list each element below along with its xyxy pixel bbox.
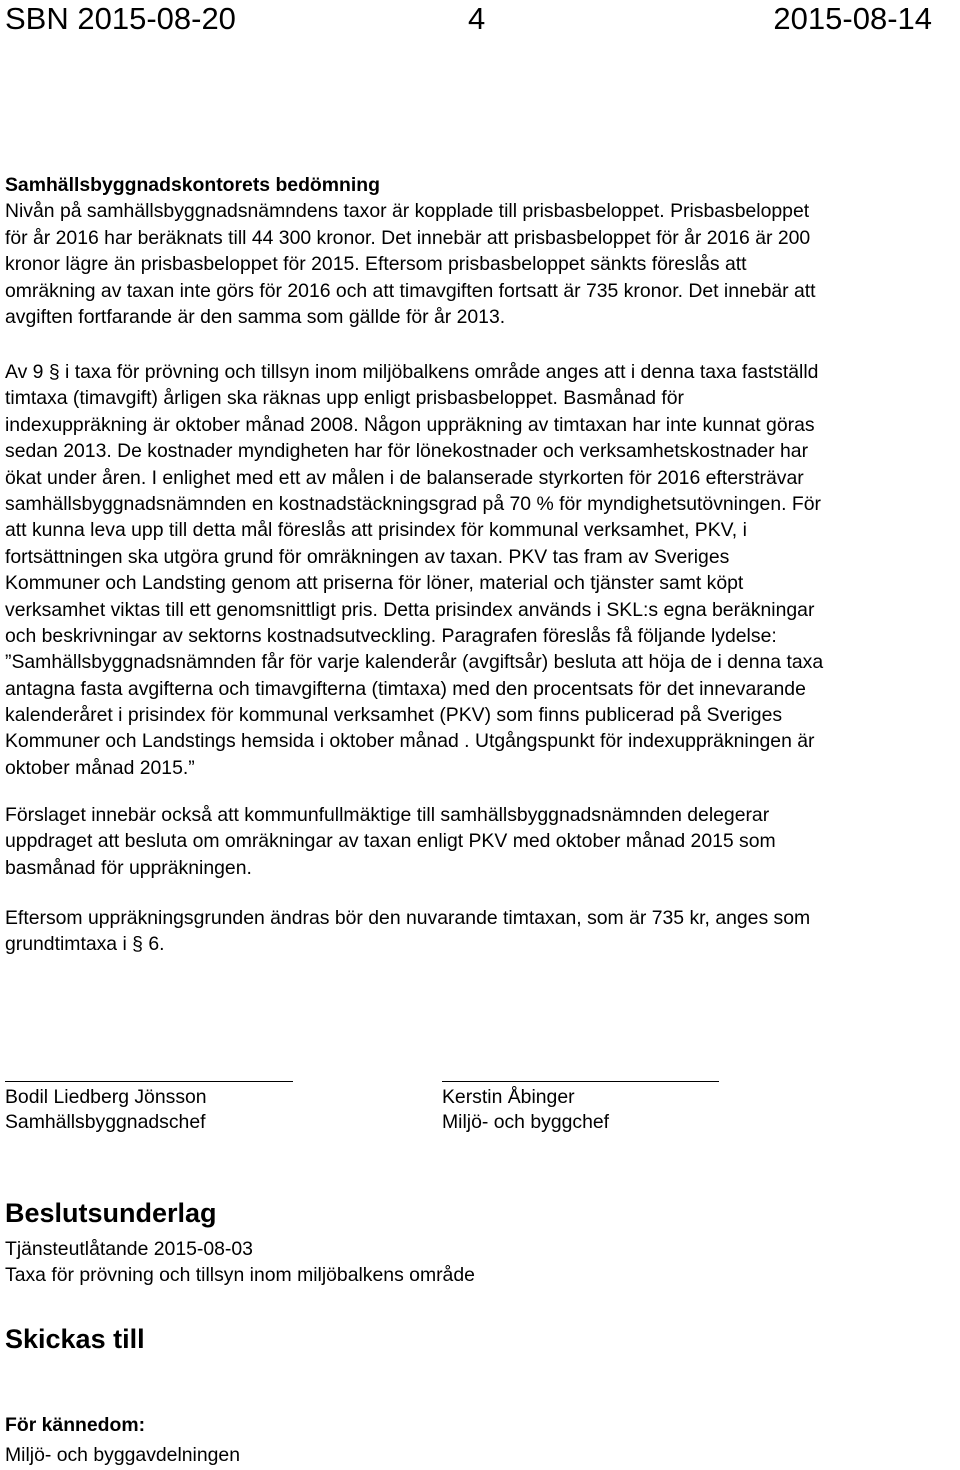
delegation-paragraph	[5, 802, 955, 881]
text-line: antagna fasta avgifterna och timavgifterna (timtaxa) med den procentsats för det innevarande	[5, 677, 806, 700]
text-line: Kommuner och Landstings hemsida i oktober månad . Utgångspunkt för indexuppräkningen är	[5, 730, 815, 753]
text-line: basmånad för uppräkningen.	[5, 856, 252, 879]
text-line: Av 9 § i taxa för prövning och tillsyn inom miljöbalkens område anges att i denna taxa fastställd	[5, 361, 819, 383]
signature-line	[442, 1081, 719, 1082]
text-line: Nivån på samhällsbyggnadsnämndens taxor är kopplade till prisbasbeloppet. Prisbasbeloppet	[5, 200, 810, 223]
for-kannedom-heading: För kännedom:	[5, 1414, 146, 1436]
text-line: uppdraget att besluta om omräkningar av taxan enligt PKV med oktober månad 2015 som	[5, 830, 776, 853]
text-line: samhällsbyggnadsnämnden en kostnadstäckningsgrad på 70 % för myndighetsutövningen. För	[5, 492, 821, 515]
text-line: ”Samhällsbyggnadsnämnden får för varje kalenderår (avgiftsår) besluta att höja de i denna taxa	[5, 651, 824, 674]
text-line: och beskrivningar av sektorns kostnadsutveckling. Paragrafen föreslås få följande lydelse:	[5, 624, 777, 647]
text-line: Eftersom uppräkningsgrunden ändras bör den nuvarande timtaxan, som är 735 kr, anges som	[5, 907, 811, 929]
text-line: verksamhet viktas till ett genomsnittligt pris. Detta prisindex används i SKL:s egna beräkningar	[5, 598, 815, 621]
header-meeting-date: SBN 2015-08-20	[5, 1, 236, 36]
text-line: för år 2016 har beräknats till 44 300 kronor. Det innebär att prisbasbeloppet för år 2016 är 200	[5, 226, 811, 249]
page-header	[0, 0, 960, 38]
signatory-name: Kerstin Åbinger	[442, 1086, 575, 1108]
document-reference: Tjänsteutlåtande 2015-08-03	[5, 1238, 253, 1260]
text-line: avgiften fortfarande är den samma som gällde för år 2013.	[5, 305, 506, 328]
text-line: timtaxa (timavgift) årligen ska räknas upp enligt prisbasbeloppet. Basmånad för	[5, 387, 685, 410]
text-line: Förslaget innebär också att kommunfullmäktige till samhällsbyggnadsnämnden delegerar	[5, 804, 770, 826]
signatory-title: Samhällsbyggnadschef	[5, 1111, 206, 1133]
text-line: kronor lägre än prisbasbeloppet för 2015. Eftersom prisbasbeloppet sänkts föreslås att	[5, 253, 747, 276]
header-document-date: 2015-08-14	[773, 1, 932, 36]
text-line: att kunna leva upp till detta mål föreslås att prisindex för kommunal verksamhet, PKV, i	[5, 519, 747, 542]
signature-block	[442, 1085, 609, 1135]
signatory-title: Miljö- och byggchef	[442, 1111, 610, 1133]
base-rate-paragraph	[5, 905, 955, 958]
skickas-till-heading: Skickas till	[5, 1324, 145, 1354]
text-line: kalenderåret i prisindex för kommunal verksamhet (PKV) som finns publicerad på Sveriges	[5, 704, 783, 727]
header-page-number: 4	[468, 1, 486, 36]
text-line: sedan 2013. De kostnader myndigheten har för lönekostnader och verksamhetskostnader har	[5, 440, 809, 463]
text-line: indexuppräkning är oktober månad 2008. Någon uppräkning av timtaxan har inte kunnat göras	[5, 413, 815, 436]
signature-block	[5, 1085, 207, 1135]
document-reference: Taxa för prövning och tillsyn inom miljöbalkens område	[5, 1264, 475, 1286]
recipient: Miljö- och byggavdelningen	[5, 1444, 240, 1466]
signatory-name: Bodil Liedberg Jönsson	[5, 1086, 207, 1108]
text-line: omräkning av taxan inte görs för 2016 och att timavgiften fortsatt är 735 kronor. Det innebär att	[5, 279, 816, 302]
beslutsunderlag-heading: Beslutsunderlag	[5, 1198, 217, 1228]
text-line: fortsättningen ska utgöra grund för omräkningen av taxan. PKV tas fram av Sveriges	[5, 545, 730, 568]
taxa-paragraph	[5, 359, 955, 781]
assessment-heading: Samhällsbyggnadskontorets bedömning	[5, 174, 380, 196]
text-line: Kommuner och Landsting genom att priserna för löner, material och tjänster samt köpt	[5, 572, 744, 595]
text-line: oktober månad 2015.”	[5, 756, 195, 779]
assessment-section	[5, 172, 955, 330]
text-line: ökat under åren. I enlighet med ett av målen i de balanserade styrkorten för 2016 eftersträvar	[5, 466, 804, 489]
text-line: grundtimtaxa i § 6.	[5, 933, 165, 956]
signature-line	[5, 1081, 293, 1082]
